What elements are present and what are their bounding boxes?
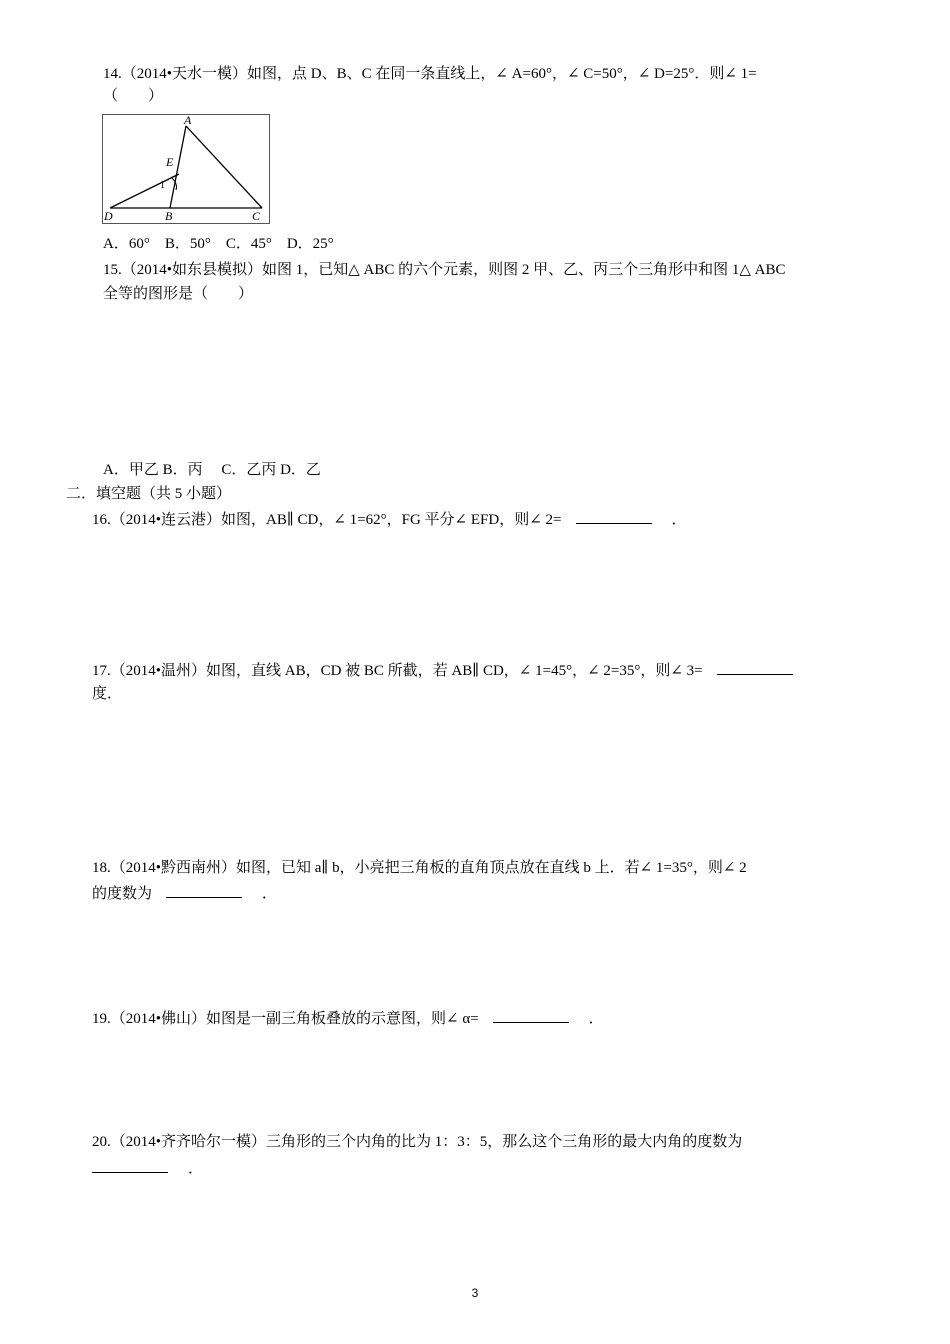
page-number: 3 bbox=[471, 1286, 479, 1300]
figure-frame bbox=[103, 115, 270, 224]
q15-stem-line1: 15.（2014•如东县模拟）如图 1，已知△ ABC 的六个元素，则图 2 甲、乙、丙三个三角形中和图 1△ ABC bbox=[103, 262, 786, 278]
q17-stem bbox=[92, 660, 799, 681]
q16-text: 16.（2014•连云港）如图，AB∥ CD，∠ 1=62°，FG 平分∠ EFD，则∠ 2= bbox=[92, 512, 562, 528]
q14-figure bbox=[102, 114, 270, 224]
q16-answer-blank bbox=[576, 509, 652, 524]
q19-answer-blank bbox=[493, 1008, 569, 1023]
q18-stem-line2 bbox=[92, 883, 277, 904]
label-c: C bbox=[252, 209, 261, 223]
q18-text: 的度数为 bbox=[92, 886, 153, 902]
label-1: 1 bbox=[160, 180, 165, 191]
q18-answer-blank bbox=[166, 883, 242, 898]
q20-period: ． bbox=[188, 1161, 204, 1177]
q17-unit: 度． bbox=[92, 686, 123, 702]
q19-period: ． bbox=[588, 1011, 604, 1027]
q19-text: 19.（2014•佛山）如图是一副三角板叠放的示意图，则∠ α= bbox=[92, 1011, 479, 1027]
q15-options: A．甲乙 B．丙 C．乙丙 D．乙 bbox=[103, 462, 321, 478]
q17-answer-blank bbox=[717, 660, 793, 675]
q17-text: 17.（2014•温州）如图，直线 AB，CD 被 BC 所截，若 AB∥ CD，∠ 1=45°，∠ 2=35°，则∠ 3= bbox=[92, 663, 703, 679]
q18-period: ． bbox=[262, 886, 278, 902]
q16-stem bbox=[92, 509, 687, 530]
label-e: E bbox=[166, 155, 174, 169]
q15-stem-line2: 全等的图形是（ ） bbox=[103, 286, 254, 302]
label-d: D bbox=[104, 209, 113, 223]
q19-stem bbox=[92, 1008, 604, 1029]
q20-answer-blank bbox=[92, 1158, 168, 1173]
label-b: B bbox=[165, 209, 173, 223]
q14-stem-line1: 14.（2014•天水一模）如图，点 D、B、C 在同一条直线上，∠ A=60°，∠ C=50°，∠ D=25°．则∠ 1= bbox=[103, 66, 757, 82]
q16-period: ． bbox=[671, 512, 687, 528]
q20-stem-line2 bbox=[92, 1158, 203, 1179]
label-a: A bbox=[184, 114, 192, 127]
q18-stem-line1: 18.（2014•黔西南州）如图，已知 a∥ b，小亮把三角板的直角顶点放在直线 b 上．若∠ 1=35°，则∠ 2 bbox=[92, 860, 747, 876]
q14-answer-parentheses: （ ） bbox=[103, 88, 164, 104]
q14-triangle-diagram bbox=[102, 114, 270, 224]
q20-stem-line1: 20.（2014•齐齐哈尔一模）三角形的三个内角的比为 1：3：5，那么这个三角形的最大内角的度数为 bbox=[92, 1134, 743, 1150]
section-fill-in-title: 二．填空题（共 5 小题） bbox=[66, 486, 232, 502]
q14-options: A．60° B．50° C．45° D．25° bbox=[103, 236, 334, 252]
